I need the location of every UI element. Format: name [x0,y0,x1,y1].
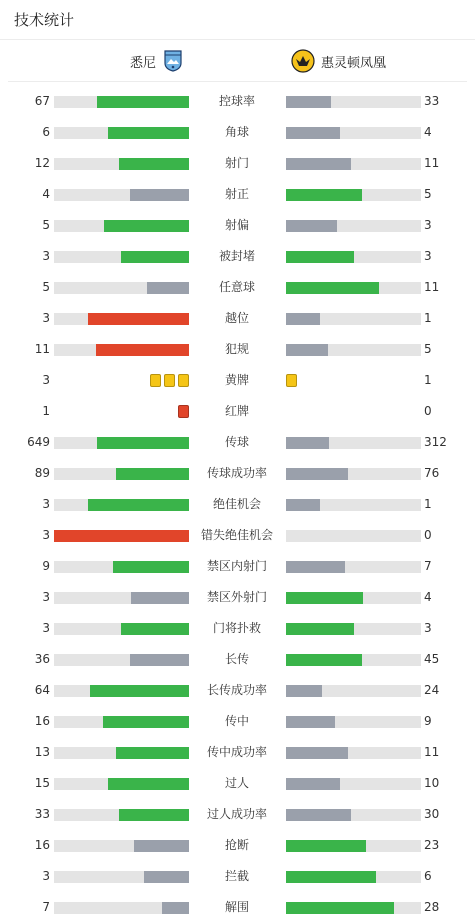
home-stat-bar [90,685,189,697]
home-stat-bar-track [54,685,189,697]
home-stat-bar-track [54,251,189,263]
home-stat-value: 67 [34,94,50,108]
stat-row [0,117,475,148]
away-stat-bar-track [286,282,421,294]
home-stat-value: 5 [42,280,50,294]
away-stat-bar-track [286,840,421,852]
stat-label: 传球 [224,435,249,449]
home-stat-value: 13 [34,745,50,759]
away-team-name: 惠灵顿凤凰 [321,55,387,71]
away-stat-bar-track [286,499,421,511]
stat-label: 黄牌 [224,373,249,387]
home-stat-bar [121,623,189,635]
away-stat-bar-track [286,344,421,356]
away-stat-value: 11 [424,745,440,759]
away-stat-bar [286,220,337,232]
home-stat-bar [104,220,189,232]
stat-label: 门将扑救 [212,621,261,635]
away-stat-bar [286,747,348,759]
home-stat-bar [54,530,189,542]
yellow-card-icon [286,374,297,387]
home-team-crest-icon [164,50,182,72]
stat-row [0,427,475,458]
away-stat-value: 7 [424,559,432,573]
away-stat-bar-track [286,189,421,201]
home-stat-value: 16 [34,838,50,852]
stat-row [0,551,475,582]
home-stat-bar [130,654,189,666]
yellow-card-icon [164,374,175,387]
away-stat-bar [286,840,366,852]
stat-row [0,582,475,613]
home-stat-bar-track [54,127,189,139]
home-stat-value: 5 [42,218,50,232]
stat-label: 解围 [224,900,249,914]
home-stat-value: 3 [42,621,50,635]
stat-row [0,148,475,179]
away-stat-bar-track [286,158,421,170]
away-stat-value: 28 [424,900,440,914]
section-header [0,0,475,40]
away-stat-bar [286,654,362,666]
stat-row [0,830,475,861]
stat-label: 传球成功率 [206,466,267,480]
stat-row [0,520,475,551]
home-stat-bar [113,561,189,573]
away-stat-bar-track [286,871,421,883]
stat-row [0,613,475,644]
home-stat-bar-track [54,592,189,604]
home-stat-bar-track [54,654,189,666]
home-stat-value: 64 [34,683,50,697]
away-stat-bar [286,189,362,201]
away-stat-bar [286,623,354,635]
away-stat-bar-track [286,313,421,325]
away-stat-bar [286,158,351,170]
stat-label: 犯规 [224,342,249,356]
stat-label: 过人成功率 [206,807,267,821]
home-stat-bar [121,251,189,263]
home-stat-bar [108,127,189,139]
away-stat-value: 4 [424,590,432,604]
away-stat-bar [286,778,340,790]
stats-list [0,82,475,919]
home-stat-bar-track [54,220,189,232]
stat-row [0,644,475,675]
home-stat-bar-track [54,313,189,325]
away-stat-bar-track [286,561,421,573]
stat-label: 禁区内射门 [206,559,267,573]
home-stat-bar-track [54,158,189,170]
home-stat-bar [103,716,189,728]
home-stat-bar [119,809,189,821]
home-stat-bar [144,871,189,883]
home-stat-value: 3 [42,528,50,542]
stat-label: 任意球 [218,280,255,294]
home-stat-value: 15 [34,776,50,790]
away-stat-value: 312 [424,435,447,449]
home-stat-value: 36 [34,652,50,666]
home-stat-bar [108,778,189,790]
home-stat-value: 3 [42,869,50,883]
away-stat-value: 11 [424,156,440,170]
away-stat-bar-track [286,530,421,542]
away-stat-bar [286,468,348,480]
home-stat-bar [97,96,189,108]
away-stat-bar-track [286,654,421,666]
away-stat-bar [286,685,322,697]
away-stat-bar [286,127,340,139]
stat-label: 控球率 [218,94,255,108]
section-title: 技术统计 [14,11,75,29]
home-stat-value: 3 [42,590,50,604]
away-stat-value: 30 [424,807,440,821]
stat-label: 传中成功率 [206,745,267,759]
home-stat-value: 6 [42,125,50,139]
stat-row [0,768,475,799]
home-stat-value: 9 [42,559,50,573]
away-stat-value: 3 [424,218,432,232]
stat-label: 越位 [224,311,249,325]
home-stat-bar-track [54,840,189,852]
stat-label: 长传 [224,652,249,666]
away-stat-value: 10 [424,776,440,790]
stat-label: 射偏 [224,218,249,232]
home-stat-value: 1 [42,404,50,418]
away-stat-value: 3 [424,621,432,635]
away-stat-bar-track [286,902,421,914]
home-stat-bar [97,437,189,449]
stat-label: 红牌 [224,404,249,418]
stat-label: 禁区外射门 [206,590,267,604]
home-stat-value: 3 [42,373,50,387]
home-team-name: 悉尼 [129,55,156,71]
away-stat-bar [286,499,320,511]
stat-label: 角球 [224,125,249,139]
home-stat-value: 3 [42,311,50,325]
away-stat-value: 5 [424,187,432,201]
home-stat-bar-track [54,468,189,480]
away-stat-bar [286,592,363,604]
home-stat-bar-track [54,282,189,294]
yellow-card-icon [150,374,161,387]
home-stat-bar [88,313,189,325]
away-stat-value: 76 [424,466,440,480]
stat-label: 射正 [224,187,249,201]
away-stat-bar-track [286,220,421,232]
away-stat-bar [286,809,351,821]
stat-row [0,334,475,365]
home-stat-bar-track [54,716,189,728]
away-cards [286,374,297,387]
stat-label: 射门 [224,156,249,170]
away-stat-bar-track [286,592,421,604]
home-stat-bar-track [54,623,189,635]
home-stat-bar [130,189,189,201]
away-stat-bar [286,561,345,573]
away-stat-bar [286,437,329,449]
away-stat-bar-track [286,809,421,821]
home-stat-bar-track [54,902,189,914]
stat-label: 传中 [224,714,249,728]
stat-row [0,675,475,706]
home-stat-bar [131,592,189,604]
home-stat-bar-track [54,778,189,790]
home-stat-bar-track [54,809,189,821]
away-stat-bar [286,344,328,356]
away-stat-bar-track [286,623,421,635]
home-stat-bar [96,344,189,356]
stat-row [0,365,475,396]
home-stat-bar [134,840,189,852]
home-stat-bar-track [54,561,189,573]
home-stat-value: 16 [34,714,50,728]
stat-row [0,706,475,737]
away-stat-value: 0 [424,404,432,418]
away-stat-bar-track [286,127,421,139]
away-stat-value: 45 [424,652,440,666]
home-stat-value: 11 [34,342,50,356]
home-stat-bar-track [54,96,189,108]
stat-label: 过人 [224,776,249,790]
away-stat-value: 33 [424,94,440,108]
home-stat-bar-track [54,530,189,542]
home-stat-bar-track [54,871,189,883]
away-team-crest-icon [291,49,315,73]
stat-label: 抢断 [224,838,249,852]
stat-row [0,489,475,520]
away-stat-value: 6 [424,869,432,883]
home-stat-value: 12 [34,156,50,170]
away-stat-bar [286,313,320,325]
away-stat-bar-track [286,251,421,263]
away-stat-value: 11 [424,280,440,294]
away-team[interactable] [291,40,386,82]
stat-row [0,303,475,334]
home-stat-value: 7 [42,900,50,914]
away-stat-bar-track [286,685,421,697]
home-stat-bar-track [54,189,189,201]
stat-row [0,241,475,272]
away-stat-value: 23 [424,838,440,852]
home-team[interactable] [130,40,182,82]
home-stat-bar-track [54,499,189,511]
home-stat-bar [162,902,189,914]
away-stat-bar-track [286,778,421,790]
away-stat-value: 9 [424,714,432,728]
away-stat-value: 4 [424,125,432,139]
home-stat-value: 649 [27,435,50,449]
away-stat-value: 1 [424,497,432,511]
teams-header [8,40,467,82]
away-stat-value: 3 [424,249,432,263]
stat-row [0,892,475,919]
stat-row [0,737,475,768]
away-stat-bar [286,282,379,294]
stat-label: 错失绝佳机会 [200,528,273,542]
away-stat-bar [286,871,376,883]
away-stat-bar-track [286,716,421,728]
away-stat-value: 5 [424,342,432,356]
away-stat-bar [286,716,335,728]
home-stat-bar [116,468,189,480]
home-cards [150,374,189,387]
stat-label: 绝佳机会 [212,497,261,511]
away-stat-bar-track [286,96,421,108]
away-stat-bar-track [286,468,421,480]
away-stat-bar [286,96,331,108]
home-stat-bar-track [54,437,189,449]
away-stat-bar-track [286,747,421,759]
stat-row [0,458,475,489]
stat-row [0,799,475,830]
home-stat-bar-track [54,747,189,759]
home-stat-bar [119,158,189,170]
stat-row [0,210,475,241]
away-stat-value: 1 [424,311,432,325]
away-stat-value: 24 [424,683,440,697]
home-stat-value: 3 [42,249,50,263]
away-stat-bar [286,902,394,914]
away-stat-bar-track [286,437,421,449]
home-stat-value: 4 [42,187,50,201]
away-stat-value: 1 [424,373,432,387]
stat-row [0,396,475,427]
home-stat-value: 3 [42,497,50,511]
home-stat-bar [116,747,189,759]
home-stat-bar [147,282,189,294]
stat-row [0,179,475,210]
stat-row [0,861,475,892]
home-stat-value: 33 [34,807,50,821]
stat-label: 拦截 [224,869,249,883]
stat-row [0,86,475,117]
stat-row [0,272,475,303]
away-stat-bar [286,251,354,263]
away-stat-value: 0 [424,528,432,542]
home-stat-bar [88,499,189,511]
stat-label: 被封堵 [218,249,255,263]
home-stat-bar-track [54,344,189,356]
stat-label: 长传成功率 [206,683,267,697]
home-stat-value: 89 [34,466,50,480]
